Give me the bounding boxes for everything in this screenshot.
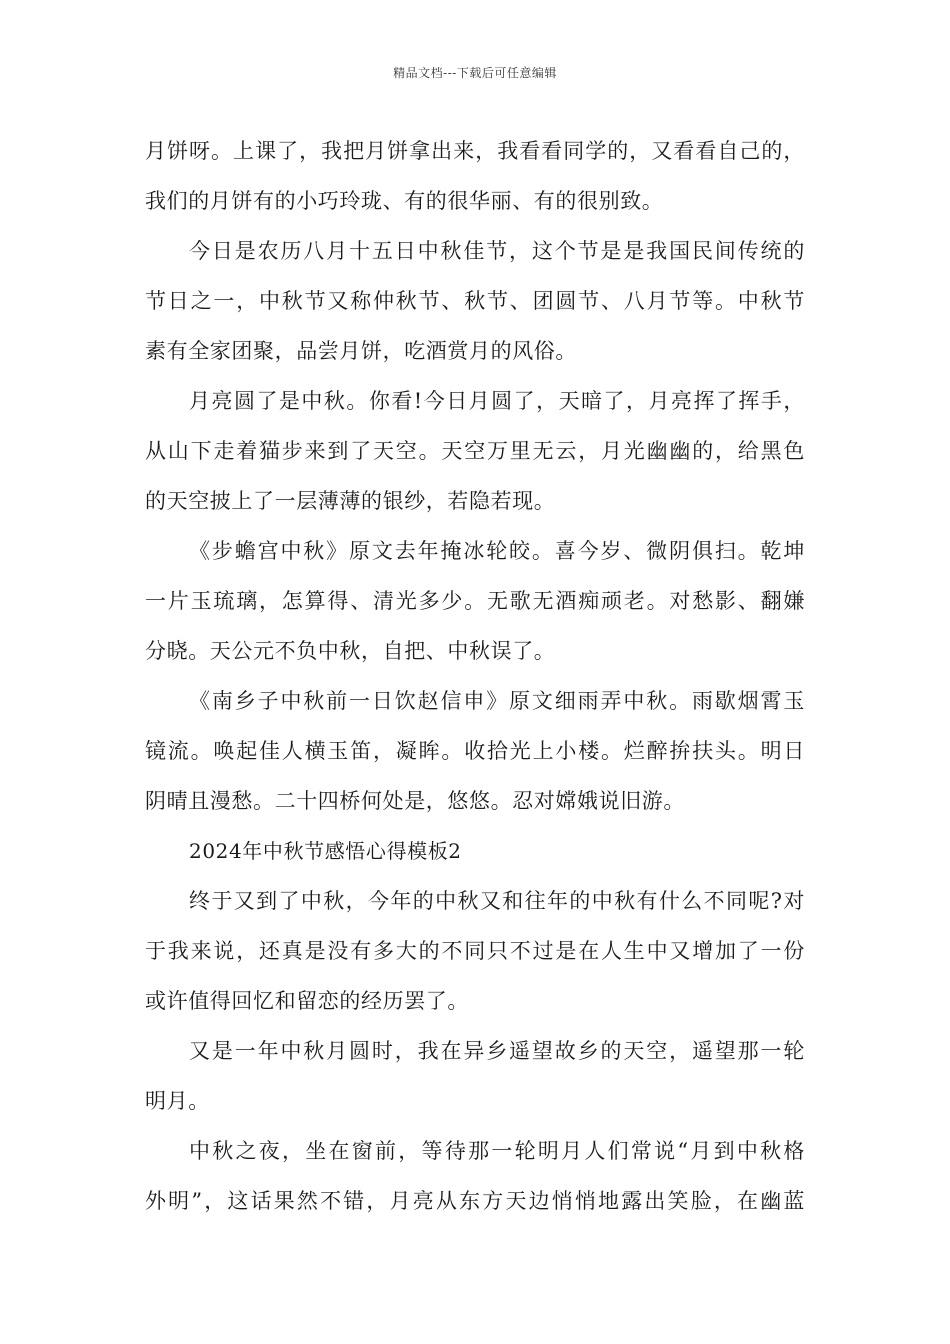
- paragraph: [145, 1026, 805, 1126]
- text-line: 我们的月饼有的小巧玲珑、有的很华丽、有的很别致。: [145, 189, 664, 213]
- text-line: 的天空披上了一层薄薄的银纱，若隐若现。: [145, 489, 556, 513]
- text-line: 或许值得回忆和留恋的经历罢了。: [145, 989, 469, 1013]
- text-line: 节日之一，中秋节又称仲秋节、秋节、团圆节、八月节等。中秋节: [145, 289, 805, 313]
- text-line: 阴晴且漫愁。二十四桥何处是，悠悠。忍对嫦娥说旧游。: [145, 789, 685, 813]
- paragraph: [145, 526, 805, 676]
- paragraph: [145, 876, 805, 1026]
- section-heading: [145, 826, 805, 876]
- paragraph: [145, 676, 805, 826]
- text-line: 今日是农历八月十五日中秋佳节，这个节是是我国民间传统的: [189, 239, 805, 263]
- text-line: 又是一年中秋月圆时，我在异乡遥望故乡的天空，遥望那一轮: [189, 1039, 805, 1063]
- text-line: 终于又到了中秋，今年的中秋又和往年的中秋有什么不同呢?对: [189, 889, 805, 913]
- paragraph: [145, 226, 805, 376]
- paragraph: [145, 1126, 805, 1226]
- text-line: 《步蟾宫中秋》原文去年掩冰轮皎。喜今岁、微阴俱扫。乾坤: [189, 539, 805, 563]
- paragraph: [145, 376, 805, 526]
- page-header: 精品文档---下载后可任意编辑: [393, 66, 557, 80]
- text-line: 分晓。天公元不负中秋，自把、中秋误了。: [145, 639, 556, 663]
- text-line: 素有全家团聚，品尝月饼，吃酒赏月的风俗。: [145, 339, 577, 363]
- text-line: 于我来说，还真是没有多大的不同只不过是在人生中又增加了一份: [145, 939, 805, 963]
- text-line: 《南乡子中秋前一日饮赵信申》原文细雨弄中秋。雨歇烟霄玉: [189, 689, 805, 713]
- text-line: 一片玉琉璃，怎算得、清光多少。无歌无酒痴顽老。对愁影、翻嫌: [145, 589, 805, 613]
- paragraph: [145, 126, 805, 226]
- text-line: 明月。: [145, 1089, 210, 1113]
- text-line: 外明”，这话果然不错，月亮从东方天边悄悄地露出笑脸，在幽蓝: [145, 1189, 805, 1213]
- section-title: 2024年中秋节感悟心得模板2: [189, 839, 462, 863]
- text-line: 中秋之夜，坐在窗前，等待那一轮明月人们常说“月到中秋格: [189, 1139, 805, 1163]
- text-line: 月亮圆了是中秋。你看!今日月圆了，天暗了，月亮挥了挥手，: [189, 389, 805, 413]
- text-line: 从山下走着猫步来到了天空。天空万里无云，月光幽幽的，给黑色: [145, 439, 805, 463]
- text-line: 镜流。唤起佳人横玉笛，凝眸。收拾光上小楼。烂醉拚扶头。明日: [145, 739, 805, 763]
- text-line: 月饼呀。上课了，我把月饼拿出来，我看看同学的，又看看自己的，: [145, 139, 805, 163]
- document-body: [145, 126, 805, 1226]
